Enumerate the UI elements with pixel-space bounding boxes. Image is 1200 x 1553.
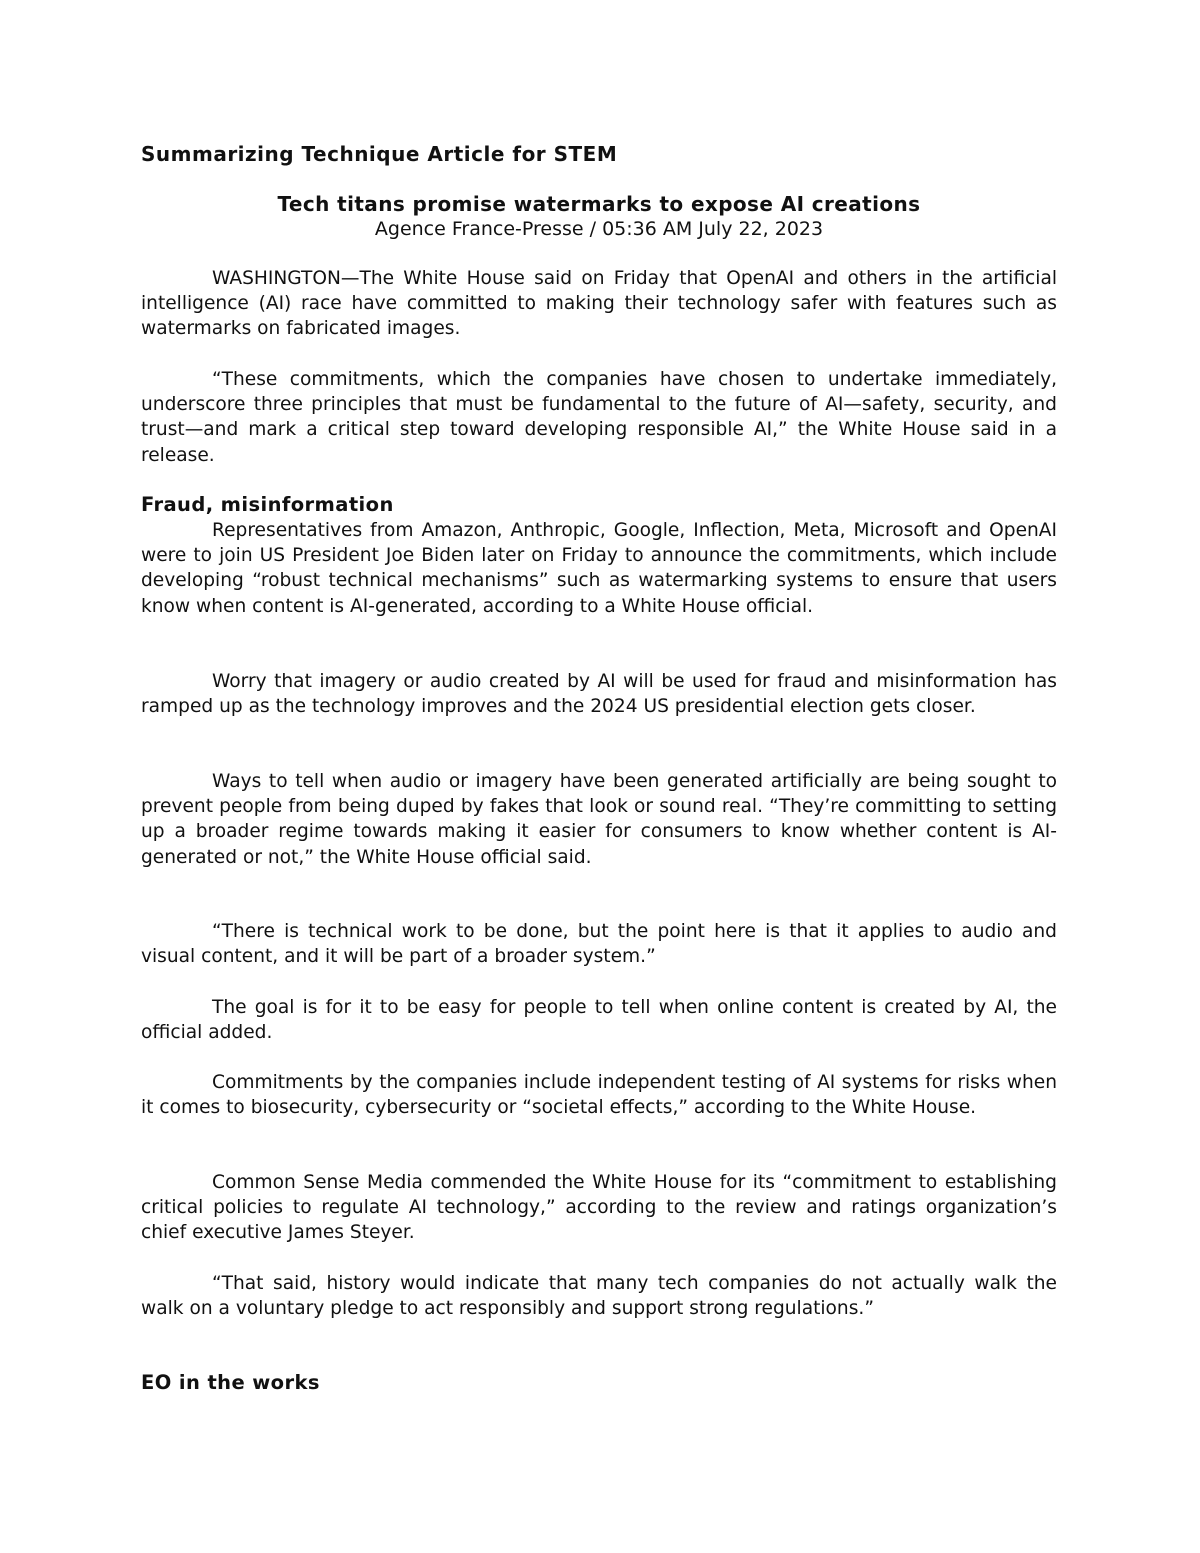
paragraph-common-sense-media: Common Sense Media commended the White House for its “commitment to establishing critical policies to regulate AI technology,” according to the review and ratings organization’s chief executive James Steyer. (141, 1172, 1057, 1244)
paragraph-worry: Worry that imagery or audio created by AI will be used for fraud and misinformation has ramped up as the technology improves and the 2024 US presidential election gets closer. (141, 671, 1057, 718)
paragraph-ways-to-tell: Ways to tell when audio or imagery have been generated artificially are being sought to prevent people from being duped by fakes that look or sound real. “They’re committing to setting up a broader regime towards making it easier for consumers to know whether content is AI-generated or not,” the White House official said. (141, 771, 1057, 868)
subhead-fraud-misinformation: Fraud, misinformation (141, 493, 394, 516)
paragraph-goal: The goal is for it to be easy for people to tell when online content is created by AI, the official added. (141, 997, 1057, 1044)
paragraph-representatives: Representatives from Amazon, Anthropic, Google, Inflection, Meta, Microsoft and OpenAI were to join US President Joe Biden later on Friday to announce the commitments, which include developing “robust technical mechanisms” such as watermarking systems to ensure that users know when content is AI-generated, according to a White House official. (141, 520, 1057, 617)
article-headline: Tech titans promise watermarks to expose AI creations (277, 192, 921, 216)
paragraph-history: “That said, history would indicate that many tech companies do not actually walk the walk on a voluntary pledge to act responsibly and support strong regulations.” (141, 1273, 1057, 1320)
paragraph-quote-commitments: “These commitments, which the companies have chosen to undertake immediately, underscore three principles that must be fundamental to the future of AI—safety, security, and trust—and mark a critical step toward developing responsible AI,” the White House said in a release. (141, 369, 1057, 466)
article-byline: Agence France-Presse / 05:36 AM July 22, 2023 (374, 218, 824, 240)
paragraph-technical-work: “There is technical work to be done, but the point here is that it applies to audio and visual content, and it will be part of a broader system.” (141, 921, 1057, 968)
paragraph-independent-testing: Commitments by the companies include independent testing of AI systems for risks when it comes to biosecurity, cybersecurity or “societal effects,” according to the White House. (141, 1072, 1057, 1119)
document-label: Summarizing Technique Article for STEM (141, 142, 618, 166)
subhead-eo-in-the-works: EO in the works (141, 1371, 320, 1394)
paragraph-lede: WASHINGTON—The White House said on Friday that OpenAI and others in the artificial intelligence (AI) race have committed to making their technology safer with features such as watermarks on fabricated images. (141, 268, 1057, 340)
document-page (141, 0, 1057, 1553)
